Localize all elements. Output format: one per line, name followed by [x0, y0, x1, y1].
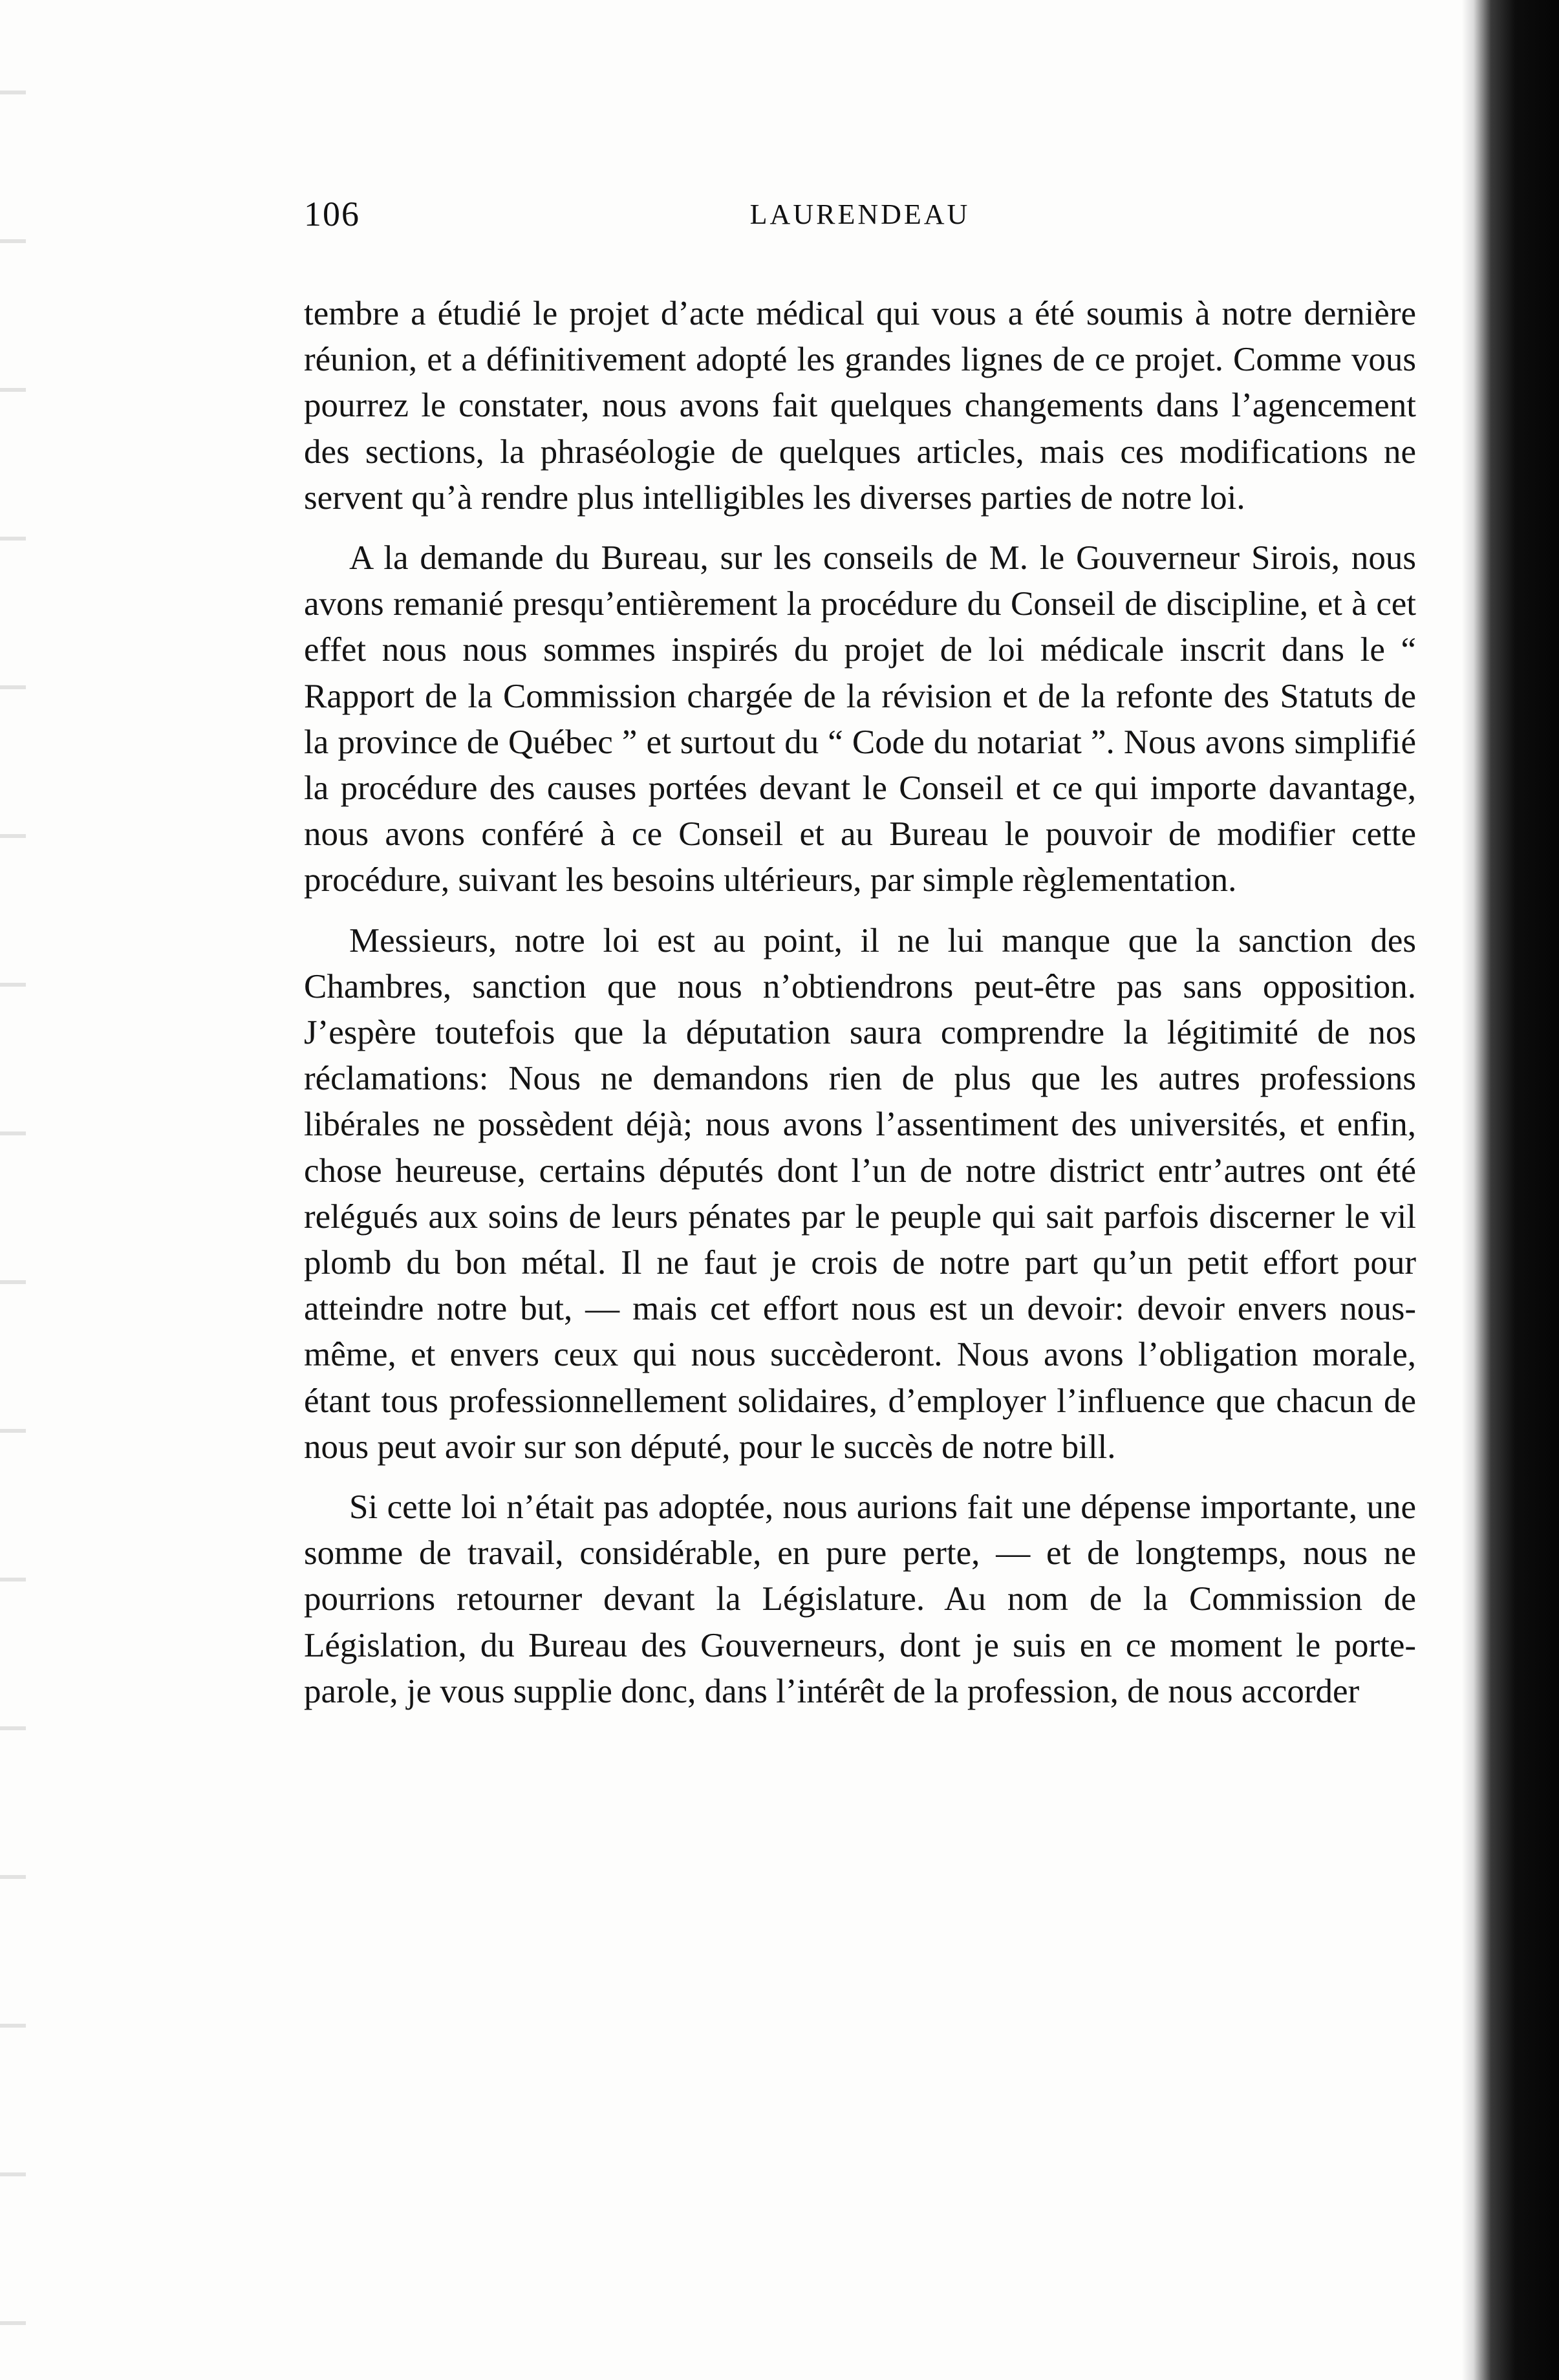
running-head: LAURENDEAU	[749, 198, 971, 230]
binding-shadow	[1462, 0, 1559, 2380]
paragraph-appeal: Si cette loi n’était pas adoptée, nous aurions fait une dépense importante, une somme de travail, considérable, en pure perte, — et de longtemps, nous ne pourrions retourner devant la Législature. Au nom de la Commission de Législation, du Bureau des Gouverneurs, dont je suis en ce moment le porte-parole, je vous supplie donc, dans l’intérêt de la profession, de nous accorder	[304, 1488, 1416, 1710]
body-text	[304, 291, 1416, 1715]
paragraph-sanction: Messieurs, notre loi est au point, il ne lui manque que la sanction des Chambres, sanction que nous n’obtiendrons peut-être pas sans opposition. J’espère toutefois que la députation saura comprendre la légitimité de nos réclamations: Nous ne demandons rien de plus que les autres professions libérales ne possèdent déjà; nous avons l’assentiment des universités, et enfin, chose heureuse, certains députés dont l’un de notre district entr’autres ont été relégués aux soins de leurs pénates par le peuple qui sait parfois discerner le vil plomb du bon métal. Il ne faut je crois de notre part qu’un petit effort pour atteindre notre but, — mais cet effort nous est un devoir: devoir envers nous-même, et envers ceux qui nous succèderont. Nous avons l’obligation morale, étant tous professionnellement solidaires, d’employer l’influence que chacun de nous peut avoir sur son député, pour le succès de notre bill.	[304, 921, 1416, 1466]
margin-speckles	[0, 0, 26, 2380]
paragraph-procedure: A la demande du Bureau, sur les conseils de M. le Gouverneur Sirois, nous avons remanié presqu’entièrement la procédure du Conseil de discipline, et à cet effet nous nous sommes inspirés du projet de loi médicale inscrit dans le “ Rapport de la Commission chargée de la révision et de la refonte des Statuts de la province de Québec ” et surtout du “ Code du notariat ”. Nous avons simplifié la procédure des causes portées devant le Conseil et ce qui importe davantage, nous avons conféré à ce Conseil et au Bureau le pouvoir de modifier cette procédure, suivant les besoins ultérieurs, par simple règlementation.	[304, 539, 1416, 899]
page-number: 106	[304, 195, 360, 233]
page-header	[304, 194, 1416, 239]
paragraph-continuation: tembre a étudié le projet d’acte médical qui vous a été soumis à notre dernière réunion, et a définitivement adopté les grandes lignes de ce projet. Comme vous pourrez le constater, nous avons fait quelques changements dans l’agencement des sections, la phraséologie de quelques articles, mais ces modifications ne servent qu’à rendre plus intelligibles les diverses parties de notre loi.	[304, 295, 1416, 517]
